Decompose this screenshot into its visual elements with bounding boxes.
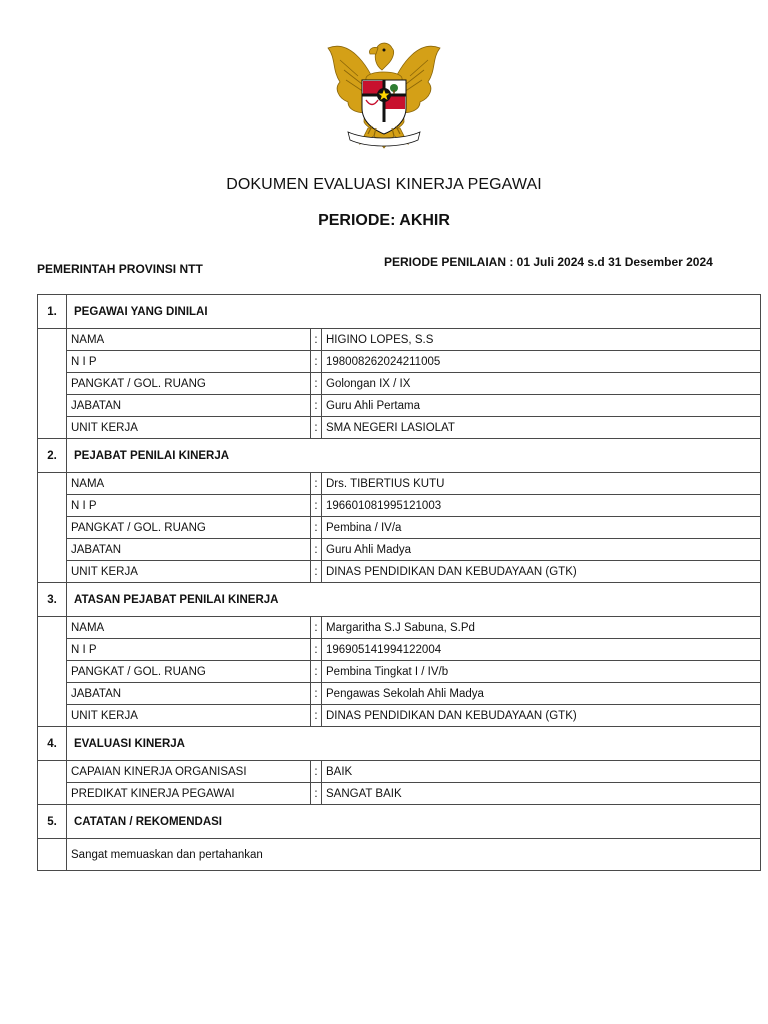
- field-label: UNIT KERJA: [67, 561, 311, 583]
- section-indent-cell: [38, 839, 67, 871]
- section-number: 1.: [38, 295, 67, 329]
- field-value: Pengawas Sekolah Ahli Madya: [322, 683, 761, 705]
- section-header: [38, 805, 761, 839]
- table-row: [38, 395, 761, 417]
- table-row: [38, 495, 761, 517]
- field-colon: :: [311, 639, 322, 661]
- field-colon: :: [311, 683, 322, 705]
- recommendation-text: Sangat memuaskan dan pertahankan: [67, 839, 761, 871]
- section-header: [38, 727, 761, 761]
- field-colon: :: [311, 395, 322, 417]
- section-number: 4.: [38, 727, 67, 761]
- field-label: JABATAN: [67, 539, 311, 561]
- table-row: [38, 351, 761, 373]
- assessment-period: PERIODE PENILAIAN : 01 Juli 2024 s.d 31 Desember 2024: [384, 255, 713, 269]
- section-header: [38, 439, 761, 473]
- table-row: [38, 617, 761, 639]
- field-value: Drs. TIBERTIUS KUTU: [322, 473, 761, 495]
- field-value: Pembina / IV/a: [322, 517, 761, 539]
- table-row: [38, 373, 761, 395]
- field-colon: :: [311, 351, 322, 373]
- field-label: PANGKAT / GOL. RUANG: [67, 661, 311, 683]
- field-colon: :: [311, 539, 322, 561]
- section-number: 3.: [38, 583, 67, 617]
- document-subtitle: PERIODE: AKHIR: [318, 212, 450, 229]
- section-indent-cell: [38, 329, 67, 439]
- section-number: 5.: [38, 805, 67, 839]
- table-row: [38, 661, 761, 683]
- field-label: UNIT KERJA: [67, 417, 311, 439]
- section-indent-cell: [38, 473, 67, 583]
- table-row: [38, 761, 761, 783]
- field-colon: :: [311, 705, 322, 727]
- section-indent-cell: [38, 761, 67, 805]
- table-row: [38, 539, 761, 561]
- section-title: PEJABAT PENILAI KINERJA: [67, 439, 761, 473]
- table-row: [38, 517, 761, 539]
- field-value: 196905141994122004: [322, 639, 761, 661]
- field-value: 196601081995121003: [322, 495, 761, 517]
- field-colon: :: [311, 761, 322, 783]
- section-title: ATASAN PEJABAT PENILAI KINERJA: [67, 583, 761, 617]
- field-colon: :: [311, 417, 322, 439]
- section-indent-cell: [38, 617, 67, 727]
- table-row: [38, 473, 761, 495]
- field-colon: :: [311, 373, 322, 395]
- field-value: 198008262024211005: [322, 351, 761, 373]
- field-label: N I P: [67, 495, 311, 517]
- field-label: UNIT KERJA: [67, 705, 311, 727]
- field-label: PANGKAT / GOL. RUANG: [67, 517, 311, 539]
- table-row: [38, 705, 761, 727]
- field-value: Margaritha S.J Sabuna, S.Pd: [322, 617, 761, 639]
- field-colon: :: [311, 617, 322, 639]
- field-value: HIGINO LOPES, S.S: [322, 329, 761, 351]
- field-colon: :: [311, 473, 322, 495]
- document-title: DOKUMEN EVALUASI KINERJA PEGAWAI: [226, 176, 542, 193]
- field-label: PANGKAT / GOL. RUANG: [67, 373, 311, 395]
- section-title: PEGAWAI YANG DINILAI: [67, 295, 761, 329]
- table-row: [38, 329, 761, 351]
- field-label: N I P: [67, 351, 311, 373]
- field-label: N I P: [67, 639, 311, 661]
- table-row: [38, 839, 761, 871]
- section-title: EVALUASI KINERJA: [67, 727, 761, 761]
- field-value: Guru Ahli Pertama: [322, 395, 761, 417]
- section-header: [38, 295, 761, 329]
- field-colon: :: [311, 329, 322, 351]
- field-label: CAPAIAN KINERJA ORGANISASI: [67, 761, 311, 783]
- field-colon: :: [311, 561, 322, 583]
- field-value: BAIK: [322, 761, 761, 783]
- field-value: SMA NEGERI LASIOLAT: [322, 417, 761, 439]
- organization-name: PEMERINTAH PROVINSI NTT: [37, 262, 203, 276]
- field-value: DINAS PENDIDIKAN DAN KEBUDAYAAN (GTK): [322, 561, 761, 583]
- table-row: [38, 783, 761, 805]
- field-colon: :: [311, 517, 322, 539]
- garuda-emblem: [318, 30, 450, 152]
- field-label: NAMA: [67, 617, 311, 639]
- field-label: JABATAN: [67, 683, 311, 705]
- section-title: CATATAN / REKOMENDASI: [67, 805, 761, 839]
- evaluation-table: [37, 294, 761, 871]
- table-row: [38, 683, 761, 705]
- field-label: JABATAN: [67, 395, 311, 417]
- field-value: Guru Ahli Madya: [322, 539, 761, 561]
- table-row: [38, 417, 761, 439]
- field-label: NAMA: [67, 473, 311, 495]
- field-value: Pembina Tingkat I / IV/b: [322, 661, 761, 683]
- field-value: Golongan IX / IX: [322, 373, 761, 395]
- field-label: PREDIKAT KINERJA PEGAWAI: [67, 783, 311, 805]
- table-row: [38, 561, 761, 583]
- table-row: [38, 639, 761, 661]
- field-colon: :: [311, 495, 322, 517]
- field-value: SANGAT BAIK: [322, 783, 761, 805]
- section-number: 2.: [38, 439, 67, 473]
- field-colon: :: [311, 783, 322, 805]
- field-value: DINAS PENDIDIKAN DAN KEBUDAYAAN (GTK): [322, 705, 761, 727]
- field-colon: :: [311, 661, 322, 683]
- field-label: NAMA: [67, 329, 311, 351]
- section-header: [38, 583, 761, 617]
